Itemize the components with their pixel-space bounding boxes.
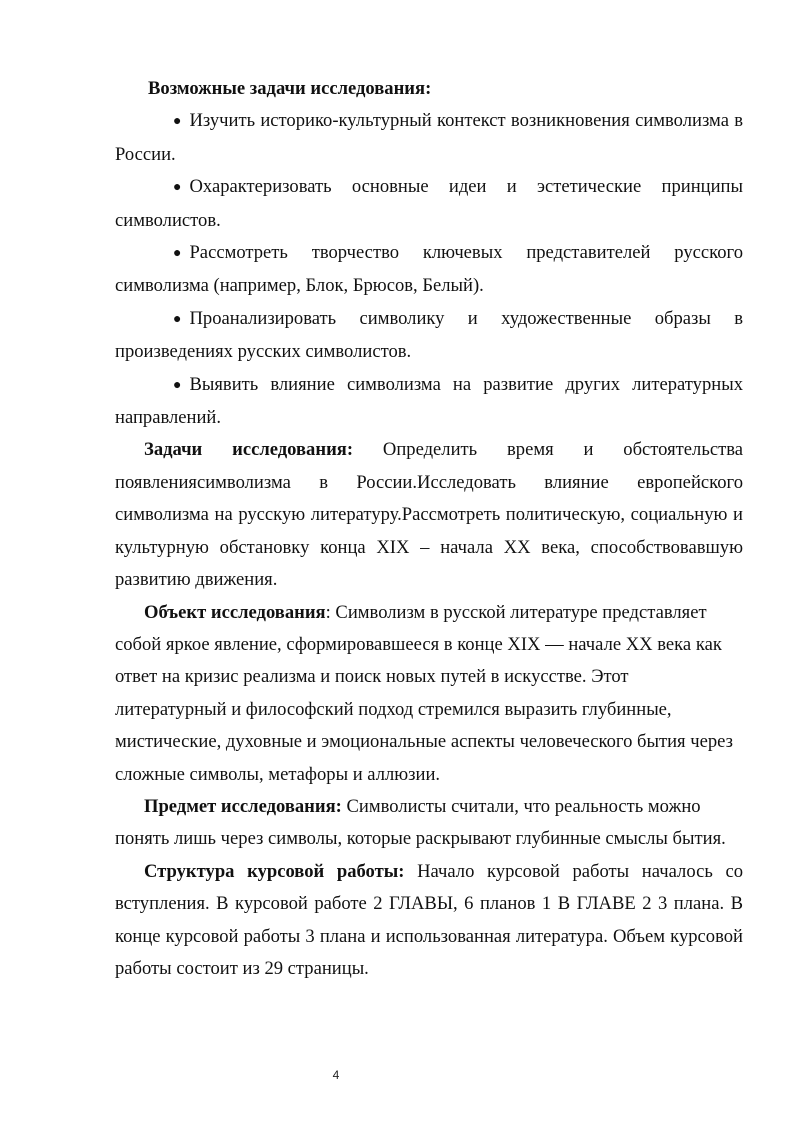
- subject-paragraph: [115, 791, 743, 856]
- list-item: [115, 105, 743, 171]
- object-label: Объект исследования: [144, 601, 326, 623]
- list-item: [115, 237, 743, 303]
- objectives-paragraph: [115, 434, 743, 596]
- list-item-text: Рассмотреть творчество ключевых представителей русского символизма (например, Блок, Брюсов, Белый).: [115, 242, 743, 297]
- subject-text: Символисты считали, что реальность можно понять лишь через символы, которые раскрывают глубинные смыслы бытия.: [115, 795, 726, 850]
- list-item-text: Охарактеризовать основные идеи и эстетические принципы символистов.: [115, 176, 743, 231]
- list-item-text: Выявить влияние символизма на развитие других литературных направлений.: [115, 373, 743, 429]
- structure-text: Начало курсовой работы началось со вступления. В курсовой работе 2 ГЛАВЫ, 6 планов 1 В ГЛАВЕ 2 3 плана. В конце курсовой работы 3 плана и использованная литература. Объем курсовой работы состоит из 29 страницы.: [115, 860, 744, 979]
- objectives-label: Задачи исследования:: [144, 439, 354, 461]
- objectives-text: Определить время и обстоятельства появлениясимволизма в России.Исследовать влияние европейского символизма на русскую литературу.Рассмотреть политическую, социальную и культурную обстановку конца XIX – начала XX века, способствовавшую развитию движения.: [115, 439, 743, 591]
- structure-label: Структура курсовой работы:: [144, 860, 405, 882]
- structure-paragraph: [115, 856, 743, 986]
- object-text: : Символизм в русской литературе представляет собой яркое явление, сформировавшееся в конце XIX — начале XX века как ответ на кризис реализма и поиск новых путей в искусстве. Этот литературный и философский подход стремился выразить глубинные, мистические, духовные и эмоциональные аспекты человеческого бытия через сложные символы, метафоры и аллюзии.: [115, 601, 733, 785]
- page-content: [115, 73, 743, 985]
- bullet-icon: ●: [173, 311, 182, 327]
- list-item-text: Проанализировать символику и художественные образы в произведениях русских символистов.: [115, 307, 743, 363]
- object-paragraph: [115, 597, 743, 791]
- bullet-icon: ●: [173, 180, 182, 196]
- page-number: 4: [332, 1068, 340, 1082]
- tasks-heading: Возможные задачи исследования:: [148, 78, 432, 99]
- list-item-text: Изучить историко-культурный контекст возникновения символизма в России.: [115, 110, 743, 165]
- bullet-icon: ●: [173, 114, 182, 130]
- subject-label: Предмет исследования:: [144, 795, 342, 817]
- bullet-icon: ●: [173, 377, 182, 393]
- list-item: [115, 369, 743, 435]
- bullet-icon: ●: [173, 246, 182, 262]
- list-item: [115, 171, 743, 237]
- list-item: [115, 303, 743, 369]
